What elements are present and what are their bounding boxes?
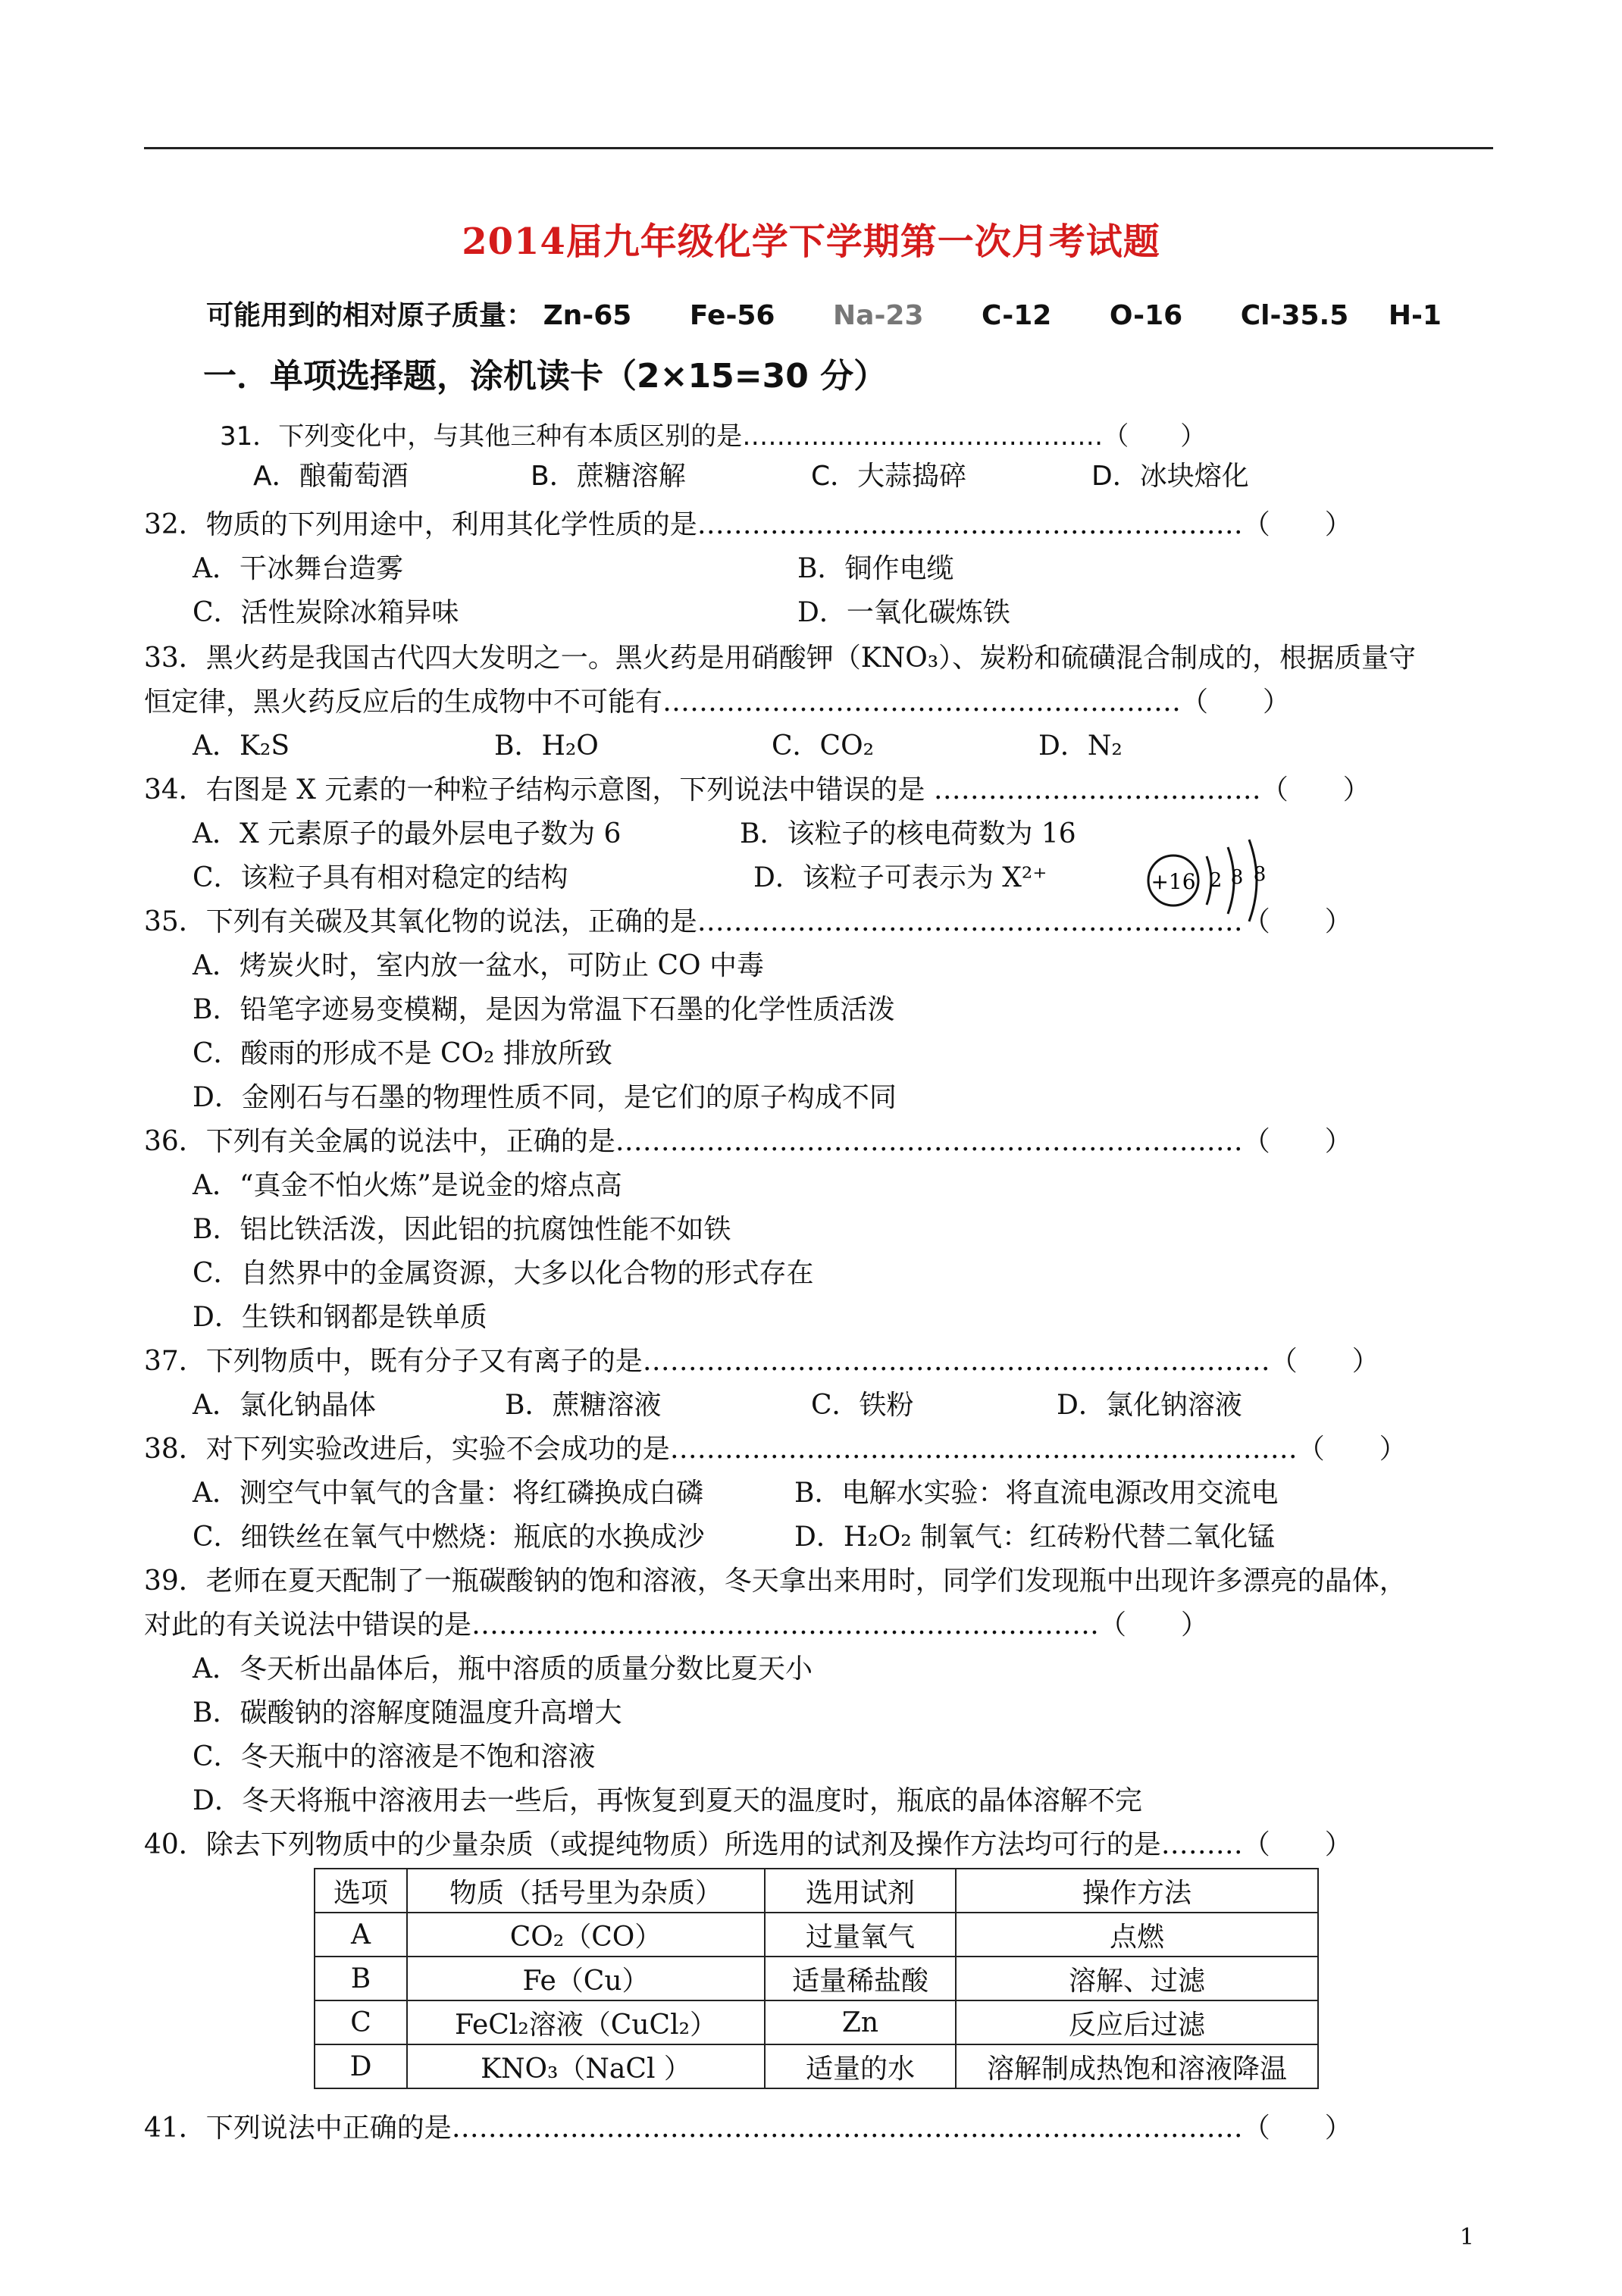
mass-item: Zn-65 [543,300,632,331]
table-cell: 适量稀盐酸 [765,1957,956,2000]
question-35-stem: 35．下列有关碳及其氧化物的说法，正确的是……………………………………………………（ ） [144,906,1352,937]
table-header-cell: 操作方法 [956,1869,1318,1913]
table-cell: C [315,2000,407,2044]
question-38-option-a: A．测空气中氧气的含量：将红磷换成白磷 [193,1478,703,1509]
question-31-stem: 31．下列变化中，与其他三种有本质区别的是……………………………………（ ） [220,421,1207,452]
table-cell: 适量的水 [765,2044,956,2088]
question-36-option-a: A．“真金不怕火炼”是说金的熔点高 [193,1170,622,1201]
mass-item: H-1 [1388,300,1442,331]
question-36-option-d: D．生铁和钢都是铁单质 [193,1302,487,1333]
question-39-stem-line2: 对此的有关说法中错误的是……………………………………………………………（ ） [144,1609,1209,1641]
table-cell: Zn [765,2000,956,2044]
table-header-row [315,1869,1318,1913]
question-31-option-d: D．冰块熔化 [1091,461,1249,492]
mass-item: Cl-35.5 [1240,300,1349,331]
question-40-table [314,1868,1319,2089]
table-cell: 溶解制成热饱和溶液降温 [956,2044,1318,2088]
question-36-option-b: B．铝比铁活泼，因此铝的抗腐蚀性能不如铁 [193,1214,731,1245]
table-cell: FeCl₂溶液（CuCl₂） [407,2000,765,2044]
question-38-option-d: D．H₂O₂ 制氧气：红砖粉代替二氧化锰 [794,1522,1276,1553]
question-39-stem-line1: 39．老师在夏天配制了一瓶碳酸钠的饱和溶液，冬天拿出来用时，同学们发现瓶中出现许多漂亮的晶体， [144,1566,1407,1597]
table-header-cell: 物质（括号里为杂质） [407,1869,765,1913]
question-34-option-b: B．该粒子的核电荷数为 16 [740,818,1076,849]
question-32-option-b: B．铜作电缆 [797,553,954,584]
atomic-masses-line [206,294,1442,333]
question-38-option-c: C．细铁丝在氧气中燃烧：瓶底的水换成沙 [193,1522,705,1553]
question-31-option-c: C．大蒜捣碎 [811,461,967,492]
table-row [315,1913,1318,1957]
question-40-stem: 40．除去下列物质中的少量杂质（或提纯物质）所选用的试剂及操作方法均可行的是………（ ） [144,1829,1352,1860]
question-31-option-a: A．酿葡萄酒 [253,461,409,492]
mass-item: Na-23 [833,300,924,331]
page-number: 1 [1459,2224,1474,2251]
question-33-option-b: B．H₂O [494,730,599,762]
table-cell: 过量氧气 [765,1913,956,1957]
question-32-option-c: C．活性炭除冰箱异味 [193,597,459,628]
question-35-option-d: D．金刚石与石墨的物理性质不同，是它们的原子构成不同 [193,1082,897,1113]
question-32-option-d: D．一氧化碳炼铁 [797,597,1010,628]
table-cell: 溶解、过滤 [956,1957,1318,2000]
section-heading: 一．单项选择题，涂机读卡（2×15=30 分） [203,357,888,396]
question-37-option-b: B．蔗糖溶液 [505,1390,662,1421]
table-cell: 反应后过滤 [956,2000,1318,2044]
shell-electron-count: 8 [1230,866,1244,889]
question-39-option-d: D．冬天将瓶中溶液用去一些后，再恢复到夏天的温度时，瓶底的晶体溶解不完 [193,1785,1142,1816]
mass-item: O-16 [1109,300,1183,331]
table-cell: KNO₃（NaCl ） [407,2044,765,2088]
nucleus-charge: +16 [1151,869,1196,894]
question-41-stem: 41．下列说法中正确的是……………………………………………………………………………（ ） [144,2113,1352,2144]
question-33-option-d: D．N₂ [1038,730,1123,762]
question-34-option-d: D．该粒子可表示为 X²⁺ [753,862,1047,893]
table-header-cell: 选项 [315,1869,407,1913]
table-cell: B [315,1957,407,2000]
question-34-option-c: C．该粒子具有相对稳定的结构 [193,862,568,893]
top-rule [144,147,1493,149]
question-32-stem: 32．物质的下列用途中，利用其化学性质的是……………………………………………………（ ） [144,509,1352,540]
question-35-option-b: B．铅笔字迹易变模糊，是因为常温下石墨的化学性质活泼 [193,994,895,1025]
question-36-option-c: C．自然界中的金属资源，大多以化合物的形式存在 [193,1258,814,1289]
question-34-option-a: A．X 元素原子的最外层电子数为 6 [193,818,622,849]
question-39-option-c: C．冬天瓶中的溶液是不饱和溶液 [193,1741,596,1772]
question-35-option-c: C．酸雨的形成不是 CO₂ 排放所致 [193,1038,612,1069]
question-34-stem: 34．右图是 X 元素的一种粒子结构示意图，下列说法中错误的是 ………………………………（ ） [144,774,1370,805]
question-33-option-c: C．CO₂ [772,730,875,762]
question-37-option-a: A．氯化钠晶体 [193,1390,376,1421]
table-cell: CO₂（CO） [407,1913,765,1957]
question-35-option-a: A．烤炭火时，室内放一盆水，可防止 CO 中毒 [193,950,764,981]
question-36-stem: 36．下列有关金属的说法中，正确的是……………………………………………………………（ ） [144,1126,1352,1157]
atomic-masses-label: 可能用到的相对原子质量： [206,300,534,331]
shell-electron-count: 2 [1209,869,1223,892]
question-32-option-a: A．干冰舞台造雾 [193,553,403,584]
table-cell: Fe（Cu） [407,1957,765,2000]
question-38-stem: 38．对下列实验改进后，实验不会成功的是……………………………………………………………（ ） [144,1434,1407,1465]
table-row [315,2000,1318,2044]
page-title: 2014届九年级化学下学期第一次月考试题 [462,221,1160,263]
shell-electron-count: 8 [1253,863,1267,886]
question-37-stem: 37．下列物质中，既有分子又有离子的是……………………………………………………………（ ） [144,1346,1379,1377]
mass-item: C-12 [982,300,1052,331]
table-header-cell: 选用试剂 [765,1869,956,1913]
table-cell: D [315,2044,407,2088]
question-31-option-b: B．蔗糖溶解 [531,461,686,492]
table-row [315,2044,1318,2088]
question-39-option-a: A．冬天析出晶体后，瓶中溶质的质量分数比夏天小 [193,1653,813,1684]
question-39-option-b: B．碳酸钠的溶解度随温度升高增大 [193,1697,622,1728]
question-37-option-c: C．铁粉 [811,1390,914,1421]
table-cell: 点燃 [956,1913,1318,1957]
question-33-option-a: A．K₂S [193,730,290,762]
table-row [315,1957,1318,2000]
question-33-stem-line2: 恒定律，黑火药反应后的生成物中不可能有…………………………………………………（ ） [144,687,1291,718]
mass-item: Fe-56 [689,300,775,331]
table-cell: A [315,1913,407,1957]
question-33-stem-line1: 33．黑火药是我国古代四大发明之一。黑火药是用硝酸钾（KNO₃）、炭粉和硫磺混合制成的，根据质量守 [144,643,1417,674]
question-38-option-b: B．电解水实验：将直流电源改用交流电 [794,1478,1279,1509]
question-37-option-d: D．氯化钠溶液 [1057,1390,1242,1421]
